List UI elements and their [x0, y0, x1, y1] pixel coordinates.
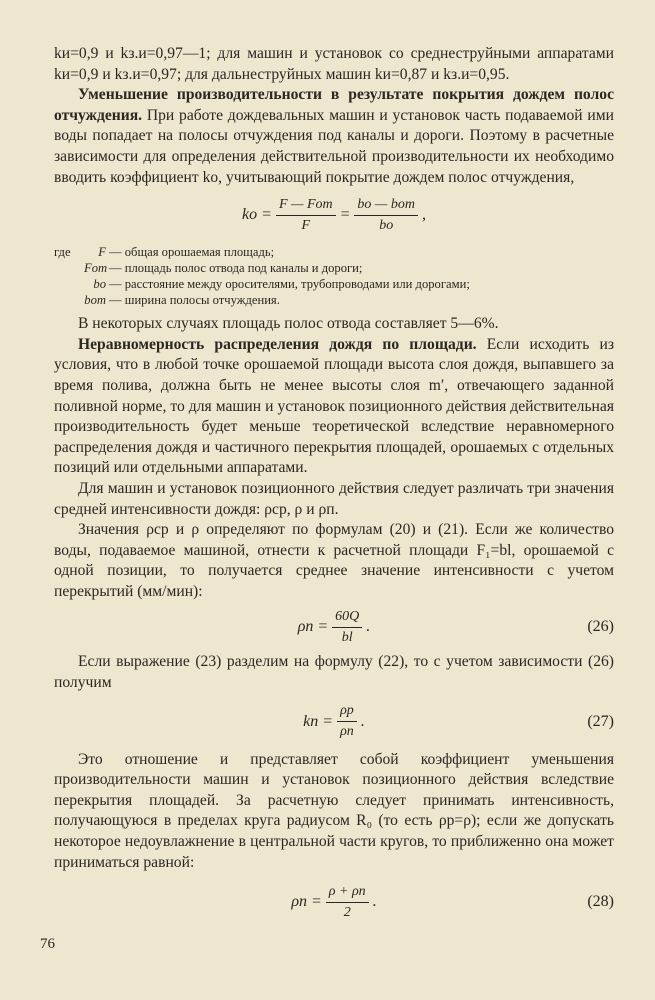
- equation-number-28: (28): [587, 893, 614, 911]
- paragraph-three-intensities: Для машин и установок позиционного действия следует различать три значения средней интенсивности дождя: ρср, ρ и ρп.: [54, 479, 614, 518]
- formula-ko-equals: =: [339, 206, 351, 224]
- definition-lead: [54, 292, 84, 308]
- formula-26-fraction: [332, 609, 362, 646]
- formula-26-tail: .: [366, 618, 371, 636]
- definition-item: [54, 292, 614, 308]
- formula-26-den: bl: [341, 629, 353, 645]
- definition-symbol: bо: [93, 277, 106, 292]
- formula-27-den: ρп: [340, 724, 354, 740]
- formula-27-lhs: kп =: [303, 712, 334, 730]
- paragraph-alienation-strips: [54, 85, 614, 188]
- section-heading-alienation: Уменьшение производительности в результате покрытия дождем полос отчуждения.: [54, 86, 614, 124]
- definition-item: [54, 260, 614, 276]
- paragraph-nonuniformity-body: Если исходить из условия, что в любой точке орошаемой площади высота слоя дождя, выпавшего за время полива, должна быть не менее высоты слоя m′, отвечающего заданной поливной норме, то для машин и установок позиционного действия действительная производительность будет меньше теоретической вследствие неравномерного распределения дождя и частичного перекрытия площадей, орошаемых с отдельных позиций или отдельными аппаратами.: [54, 335, 614, 477]
- equation-number-27: (27): [587, 712, 614, 730]
- formula-28-tail: .: [372, 893, 377, 911]
- paragraph-alienation-body: При работе дождевальных машин и установок часть подаваемой ими воды попадает на полосы отчуждения под каналы и дороги. Поэтому в расчетные зависимости для определения действительной производительности их необходимо вводить коэффициент kо, учитывающий покрытие дождем полос отчуждения,: [54, 106, 614, 186]
- definition-text: — расстояние между оросителями, трубопроводами или дорогами;: [109, 277, 470, 292]
- definition-item: [54, 276, 614, 292]
- definition-text: — общая орошаемая площадь;: [109, 245, 275, 260]
- formula-ko-lhs: kо =: [242, 206, 272, 224]
- definitions-list: [54, 244, 614, 308]
- formula-28: [54, 873, 614, 931]
- formula-27: [54, 694, 614, 750]
- page-number: 76: [40, 936, 55, 952]
- definition-lead: где: [54, 245, 71, 260]
- definition-symbol: F: [98, 245, 106, 260]
- definition-item: [54, 244, 614, 260]
- formula-26: [54, 602, 614, 652]
- paragraph-coefficients: kи=0,9 и kз.и=0,97—1; для машин и установок со среднеструйными аппаратами kи=0,9 и kз.и=0,97; для дальнеструйных машин kи=0,87 и kз.и=0,95.: [54, 45, 614, 83]
- formula-ko-den-2: bо: [379, 217, 394, 233]
- text-column: [54, 44, 614, 931]
- formula-ko: [54, 188, 614, 242]
- paragraph-intensity-values: Значения ρср и ρ определяют по формулам (20) и (21). Если же количество воды, подаваемое машиной, отнести к расчетной площади F₁=bl, орошаемой с одной позиции, то получается среднее значение интенсивности с учетом перекрытий (мм/мин):: [54, 521, 614, 600]
- formula-ko-tail: ,: [421, 206, 426, 224]
- formula-ko-fraction-2: [354, 197, 418, 234]
- definition-lead: [54, 260, 84, 276]
- paragraph-divide-expression: Если выражение (23) разделим на формулу (22), то с учетом зависимости (26) получим: [54, 653, 614, 692]
- definition-text: — ширина полосы отчуждения.: [109, 293, 280, 308]
- formula-27-fraction: [337, 703, 357, 740]
- paragraph-nonuniformity: [54, 335, 614, 479]
- formula-28-fraction: [326, 884, 369, 921]
- formula-ko-num-1: F — Fот: [276, 197, 336, 216]
- formula-27-tail: .: [360, 712, 365, 730]
- definition-text: — площадь полос отвода под каналы и дороги;: [109, 261, 363, 276]
- formula-ko-den-1: F: [301, 217, 311, 233]
- definition-symbol: bот: [84, 293, 106, 308]
- definition-lead: [54, 276, 84, 292]
- paragraph-strip-share: В некоторых случаях площадь полос отвода составляет 5—6%.: [78, 315, 499, 333]
- definition-symbol: Fот: [84, 261, 108, 276]
- formula-28-lhs: ρп =: [291, 893, 322, 911]
- equation-number-26: (26): [587, 618, 614, 636]
- formula-28-den: 2: [343, 904, 351, 920]
- formula-ko-num-2: bо — bот: [354, 197, 418, 216]
- formula-28-num: ρ + ρп: [326, 884, 369, 903]
- formula-27-num: ρр: [337, 703, 357, 722]
- section-heading-nonuniformity: Неравномерность распределения дождя по площади.: [78, 335, 477, 353]
- formula-26-num: 60Q: [332, 609, 362, 628]
- formula-ko-fraction-1: [276, 197, 336, 234]
- paragraph-reduction-coefficient: Это отношение и представляет собой коэффициент уменьшения производительности машин и установок позиционного действия вследствие перекрытия площадей. За расчетную следует принимать интенсивность, получающуюся в пределах круга радиусом R₀ (то есть ρр=ρ); если же допускать некоторое недоувлажнение в центральной части кругов, то приближенно она может приниматься равной:: [54, 750, 614, 871]
- formula-26-lhs: ρп =: [297, 618, 329, 636]
